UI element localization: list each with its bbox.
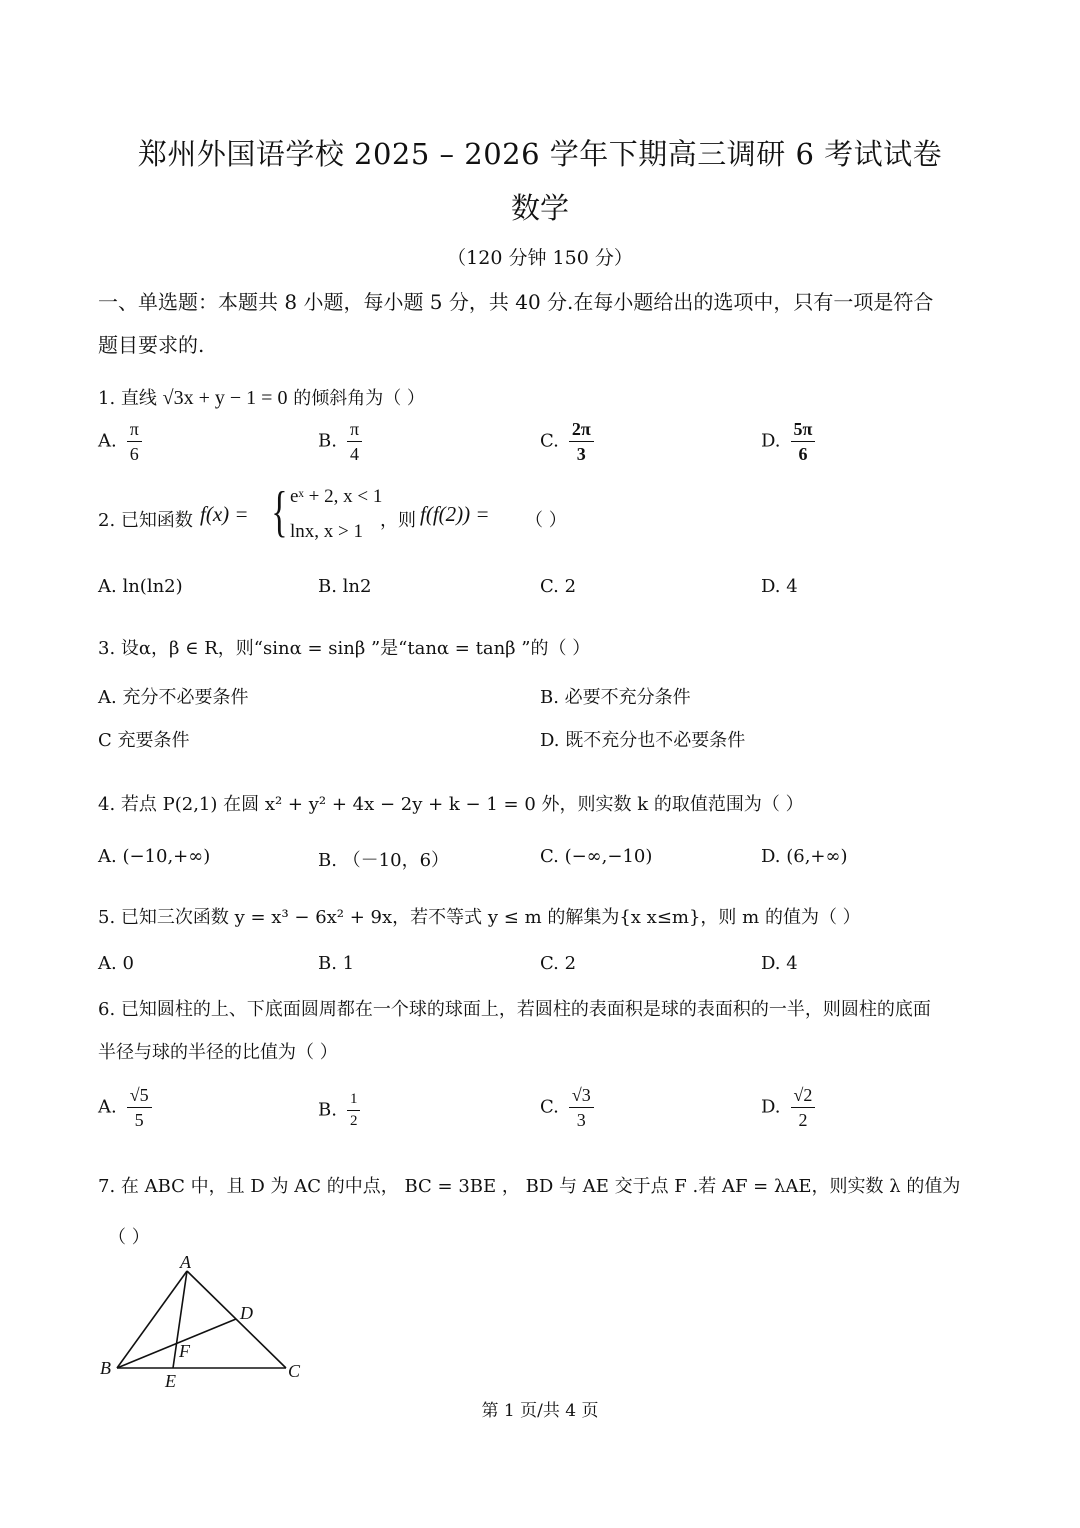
question-2-fx: f(x) =: [200, 502, 249, 526]
point-label-b: B: [100, 1358, 111, 1378]
exam-title: 郑州外国语学校 2025 – 2026 学年下期高三调研 6 考试试卷: [137, 137, 943, 171]
question-1-option-c: C. $\frac{2\pi}{3}$: [540, 420, 594, 463]
section-heading-line2: 题目要求的.: [98, 333, 205, 357]
question-7-stem-line1: 7. 在 ABC 中，且 D 为 AC 的中点， BC = 3BE ， BD 与 AE 交于点 F .若 AF = λAE，则实数 λ 的值为: [98, 1176, 961, 1197]
question-1-stem: [98, 384, 425, 410]
question-4-stem: 4. 若点 P(2,1) 在圆 x² + y² + 4x − 2y + k − 1 = 0 外，则实数 k 的取值范围为（ ）: [98, 794, 804, 815]
question-2-case-2: lnx, x > 1: [290, 521, 363, 542]
question-2-stem-start: 2. 已知函数: [98, 510, 193, 531]
question-4-option-c: C. (−∞,−10): [540, 846, 653, 867]
question-3-option-c: C 充要条件: [98, 730, 190, 751]
question-2-option-c: C. 2: [540, 576, 577, 597]
question-1-number: 1. 直线: [98, 388, 157, 409]
question-5-stem: 5. 已知三次函数 y = x³ − 6x² + 9x，若不等式 y ≤ m 的解集为{x x≤m}，则 m 的值为（ ）: [98, 907, 861, 928]
question-6-option-b: B. $\frac{1}{2}$: [318, 1092, 360, 1129]
section-heading-line1: 一、单选题：本题共 8 小题，每小题 5 分，共 40 分.在每小题给出的选项中，只有一项是符合: [98, 290, 934, 314]
question-7-stem-line2: （ ）: [108, 1227, 150, 1248]
question-5-option-c: C. 2: [540, 953, 577, 974]
question-3-stem: 3. 设α，β ∈ R，则“sinα = sinβ ”是“tanα = tanβ ”的（ ）: [98, 638, 591, 659]
question-1-option-d: D. $\frac{5\pi}{6}$: [761, 420, 815, 463]
point-label-c: C: [288, 1361, 301, 1381]
question-2-option-a: A. ln(ln2): [98, 576, 183, 597]
question-6-option-a: A. $\frac{√5}{5}$: [98, 1086, 152, 1129]
question-6-stem-line2: 半径与球的半径的比值为（ ）: [98, 1042, 338, 1063]
question-2-option-d: D. 4: [761, 576, 798, 597]
exam-subject: 数学: [510, 191, 569, 225]
question-6-option-c: C. $\frac{√3}{3}$: [540, 1086, 594, 1129]
segment-ac: [187, 1271, 286, 1368]
exam-time-score: （120 分钟 150 分）: [447, 247, 633, 269]
question-1-option-b: B. $\frac{\pi}{4}$: [318, 420, 362, 463]
point-label-a: A: [180, 1255, 191, 1272]
question-4-option-d: D. (6,+∞): [761, 846, 848, 867]
question-5-option-d: D. 4: [761, 953, 798, 974]
question-2-mid: ，则: [380, 510, 416, 531]
question-2-brace: {: [271, 481, 288, 543]
question-5-option-b: B. 1: [318, 953, 355, 974]
triangle-figure: [95, 1255, 315, 1390]
question-3-option-d: D. 既不充分也不必要条件: [540, 730, 746, 751]
question-2-ffx: f(f(2)) =: [420, 502, 490, 526]
question-4-option-b: B. （－10，6）: [318, 850, 450, 871]
question-3-option-a: A. 充分不必要条件: [98, 687, 249, 708]
question-2-tail: （ ）: [525, 510, 567, 531]
question-4-option-a: A. (−10,+∞): [98, 846, 211, 867]
question-1-tail: 的倾斜角为（ ）: [293, 388, 425, 409]
question-5-option-a: A. 0: [98, 953, 134, 974]
question-6-stem-line1: 6. 已知圆柱的上、下底面圆周都在一个球的球面上，若圆柱的表面积是球的表面积的一半，则圆柱的底面: [98, 999, 931, 1020]
question-1-option-a: A. $\frac{\pi}{6}$: [98, 420, 142, 463]
question-1-equation: √3x + y − 1 = 0: [162, 387, 288, 409]
page-footer: 第 1 页/共 4 页: [481, 1401, 599, 1421]
question-2-option-b: B. ln2: [318, 576, 372, 597]
point-label-f: F: [179, 1341, 190, 1361]
question-6-option-d: D. $\frac{√2}{2}$: [761, 1086, 815, 1129]
question-2-case-1: eˣ + 2, x < 1: [290, 486, 383, 507]
point-label-d: D: [240, 1303, 253, 1323]
point-label-e: E: [165, 1371, 176, 1390]
question-3-option-b: B. 必要不充分条件: [540, 687, 691, 708]
